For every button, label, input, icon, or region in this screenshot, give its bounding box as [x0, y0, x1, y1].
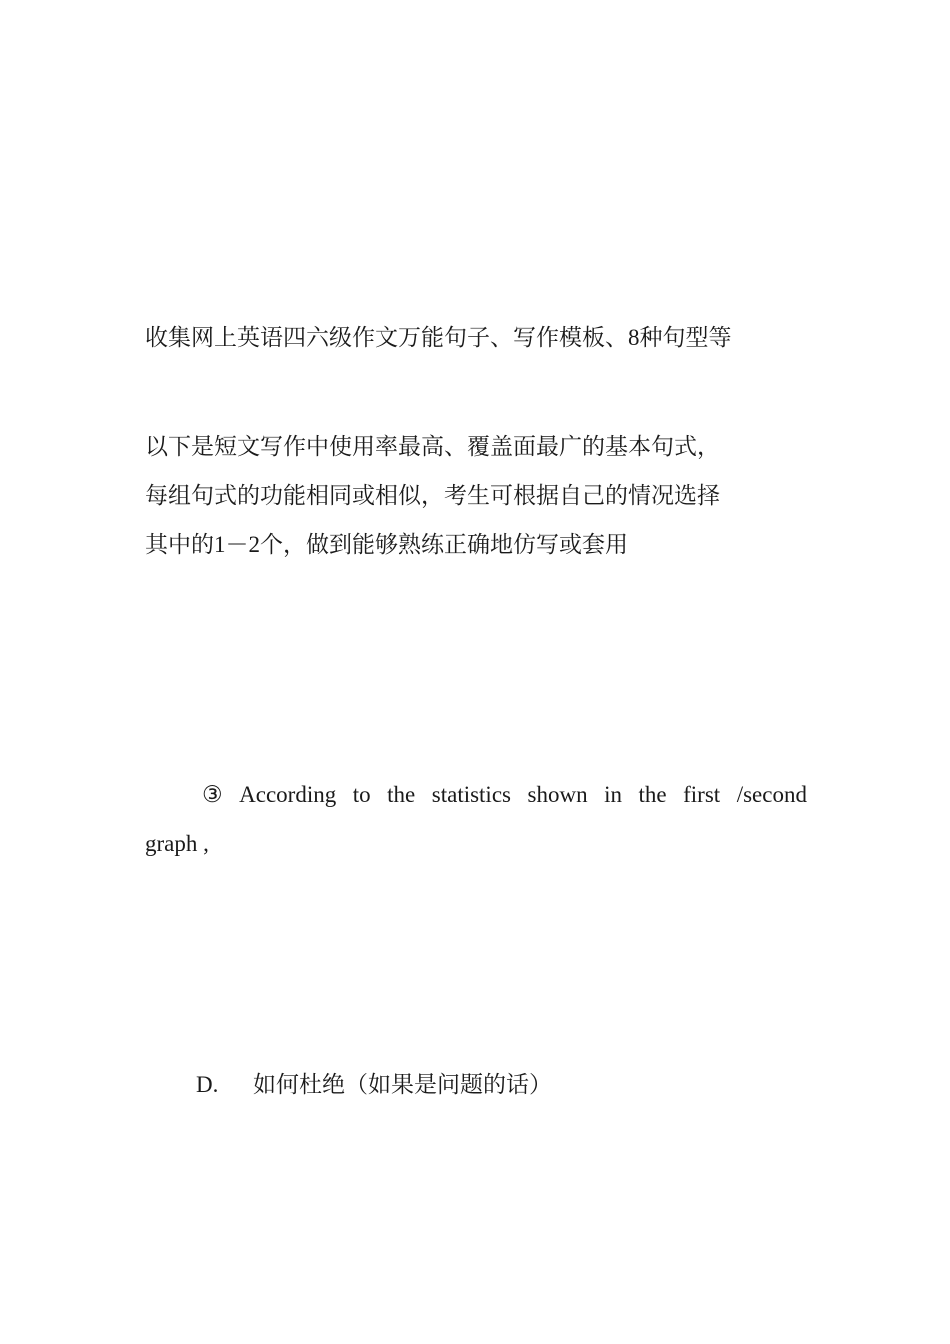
- intro-line-1: 以下是短文写作中使用率最高、覆盖面最广的基本句式，: [145, 434, 720, 459]
- section-d-heading: [196, 1069, 552, 1101]
- word: /second: [736, 782, 807, 807]
- word: statistics: [431, 782, 511, 807]
- intro-line-3: 其中的1－2个，做到能够熟练正确地仿写或套用: [145, 532, 628, 557]
- intro-paragraph: [145, 422, 807, 569]
- intro-line-2: 每组句式的功能相同或相似，考生可根据自己的情况选择: [145, 483, 720, 508]
- sentence-pattern-line-1: [145, 770, 807, 819]
- word: According: [239, 782, 337, 807]
- word: the: [638, 782, 667, 807]
- sentence-pattern-line-2: graph ,: [145, 831, 209, 856]
- word: the: [387, 782, 416, 807]
- word: shown: [527, 782, 588, 807]
- sentence-pattern-paragraph: [145, 770, 807, 868]
- section-d-text: 如何杜绝（如果是问题的话）: [253, 1072, 552, 1097]
- document-title: 收集网上英语四六级作文万能句子、写作模板、8种句型等: [145, 325, 732, 350]
- section-d-label: D.: [196, 1072, 219, 1097]
- circled-number-marker: ③: [202, 782, 223, 807]
- word: first: [683, 782, 721, 807]
- word: in: [604, 782, 622, 807]
- word: to: [352, 782, 371, 807]
